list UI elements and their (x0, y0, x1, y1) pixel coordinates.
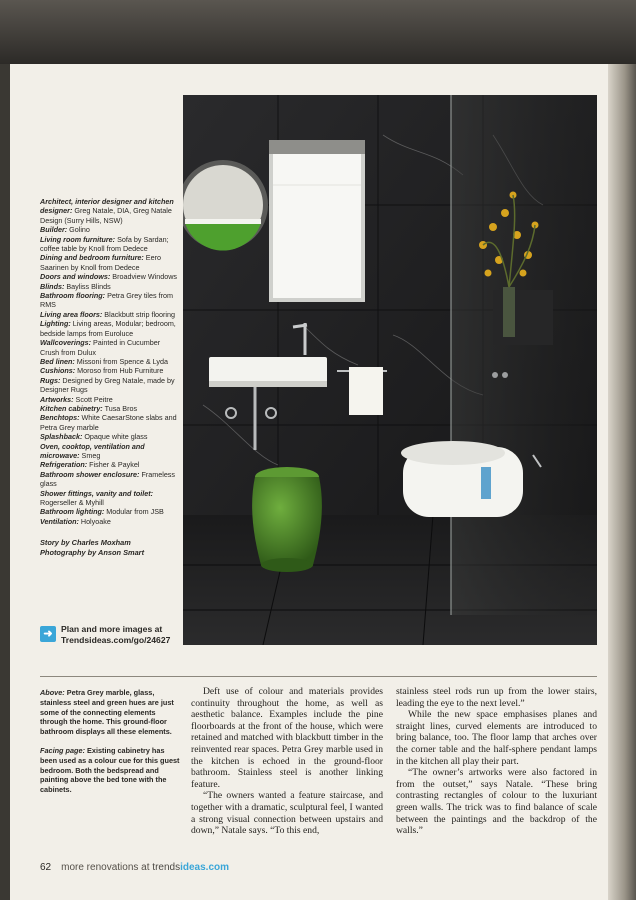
glass-shower-panel (451, 95, 597, 615)
credit-entry: Cushions: Moroso from Hub Furniture (40, 366, 164, 376)
brand-trends[interactable]: trends (152, 862, 181, 873)
brand-ideas[interactable]: ideas (180, 862, 206, 873)
arrow-right-icon: ➜ (40, 626, 56, 642)
body-paragraph: Deft use of colour and materials provides continuity throughout the home, as well as aesthetic balance. Examples include the pine floorboards at the front of the house, which were retained and matched with blackbutt timber in the reinvented rear spaces. Petra Grey marble used in the kitchen is echoed in the ground-floor bathroom. Stainless steel is another linking feature. (191, 686, 383, 790)
credit-entry: Dining and bedroom furniture: Eero Saarinen by Knoll from Dedece (40, 253, 161, 272)
caption-facing: Facing page: Existing cabinetry has been used as a colour cue for this guest bedroom. Both the bedspread and painting above the bed tone with the cabinets. (40, 745, 180, 795)
trendsideas-url-link[interactable]: Trendsideas.com/go/24627 (61, 635, 171, 645)
credit-entry: Bed linen: Missoni from Spence & Lyda (40, 356, 168, 366)
credit-entry: Builder: Golino (40, 225, 90, 235)
more-images-link[interactable] (40, 624, 190, 646)
background-top (0, 0, 636, 64)
credit-entry: Oven, cooktop, ventilation and microwave: Smeg (40, 441, 145, 460)
credit-entry: Bathroom flooring: Petra Grey tiles from RMS (40, 291, 173, 310)
green-garden-stool (252, 467, 322, 572)
credit-entry: Living area floors: Blackbutt strip flooring (40, 309, 176, 319)
credit-entry: Bathroom shower enclosure: Frameless glass (40, 469, 175, 489)
byline (40, 538, 180, 558)
credit-entry: Architect, interior designer and kitchen designer: Greg Natale, DIA, Greg Natale Design (Surry Hills, NSW) (40, 197, 174, 225)
credit-entry: Artworks: Scott Peitre (40, 394, 113, 404)
page-edge-shadow (608, 64, 636, 900)
body-column-1 (191, 686, 383, 837)
divider-rule (40, 676, 597, 677)
body-paragraph: “The owners wanted a feature staircase, and together with a dramatic, sculptural feel, I wanted a strong visual connection between upstairs and down,” Natale says. “To this end, (191, 790, 383, 837)
page-footer (40, 862, 229, 873)
credit-entry: Lighting: Living areas, Modular; bedroom, bedside lamps from Euroluce (40, 319, 176, 338)
credit-entry: Wallcoverings: Painted in Cucumber Crush from Dulux (40, 338, 161, 357)
credit-entry: Shower fittings, vanity and toilet: Rogerseller & Myhill (40, 488, 154, 507)
body-paragraph: “The owner’s artworks were also factored in from the outset,” says Natale. “These bring contrasting rectangles of colour to the luxuriant green walls. The trick was to find balance of scale between the paintings and the backdrop of the walls.” (396, 767, 597, 837)
credit-entry: Ventilation: Holyoake (40, 516, 111, 526)
credit-entry: Doors and windows: Broadview Windows (40, 272, 177, 282)
photo-credit: Photography by Anson Smart (40, 548, 145, 558)
credits-list (40, 197, 180, 558)
body-paragraph: stainless steel rods run up from the lower stairs, leading the eye to the next level.” (396, 686, 597, 709)
credit-entry: Rugs: Designed by Greg Natale, made by Designer Rugs (40, 375, 175, 395)
photo-captions (40, 688, 180, 804)
credit-entry: Blinds: Bayliss Blinds (40, 281, 111, 291)
credit-entry: Splashback: Opaque white glass (40, 432, 148, 442)
bathroom-photo (183, 95, 597, 645)
credit-entry: Bathroom lighting: Modular from JSB (40, 507, 164, 517)
credit-entry: Refrigeration: Fisher & Paykel (40, 460, 140, 470)
footer-tagline: more renovations at (61, 862, 153, 873)
credit-entry: Benchtops: White CaesarStone slabs and Petra Grey marble (40, 413, 177, 432)
body-column-2 (396, 686, 597, 837)
brand-com[interactable]: .com (205, 862, 230, 873)
page-number: 62 (40, 862, 52, 873)
credit-entry: Kitchen cabinetry: Tusa Bros (40, 403, 138, 413)
window (269, 140, 365, 302)
caption-above: Above: Petra Grey marble, glass, stainless steel and green hues are just some of the connecting elements through the home. This ground-floor bathroom displays all these elements. (40, 688, 174, 737)
more-images-text[interactable]: Plan and more images at Trendsideas.com/go/24627 (61, 624, 171, 645)
story-credit: Story by Charles Moxham (40, 538, 131, 548)
credit-entry: Living room furniture: Sofa by Sardan; coffee table by Knoll from Dedece (40, 234, 169, 254)
bathroom-illustration (183, 95, 597, 645)
body-paragraph: While the new space emphasises planes and straight lines, curved elements are introduced to bring balance, too. The floor lamp that arches over the corner table and the half-sphere pendant lamps in the kitchen all play their part. (396, 709, 597, 767)
